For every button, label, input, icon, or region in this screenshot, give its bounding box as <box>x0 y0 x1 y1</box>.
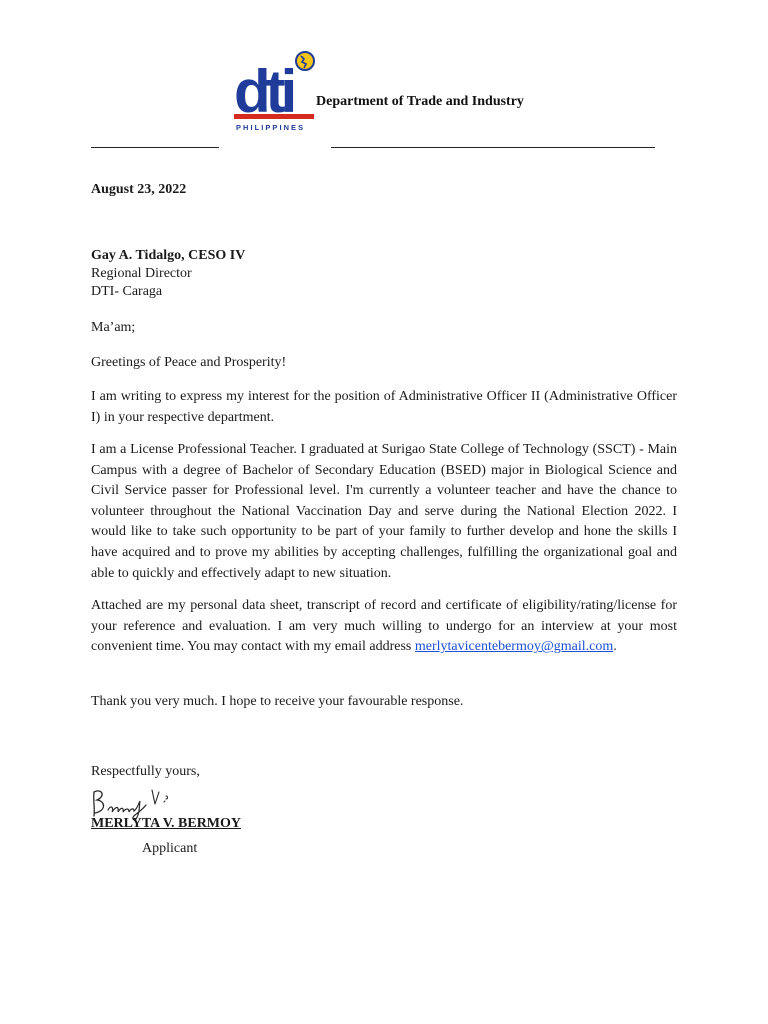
org-name: Department of Trade and Industry <box>316 94 524 109</box>
signer-name: MERLYTA V. BERMOY <box>91 816 242 831</box>
paragraph-attachments <box>91 596 677 658</box>
recipient-office: DTI- Caraga <box>91 284 163 299</box>
signer-title: Applicant <box>142 841 198 856</box>
letterhead-rule-right <box>331 147 655 148</box>
greeting: Greetings of Peace and Prosperity! <box>91 355 287 370</box>
closing-line: Thank you very much. I hope to receive your favourable response. <box>91 694 464 709</box>
recipient-name: Gay A. Tidalgo, CESO IV <box>91 248 246 263</box>
logo-subtext: PHILIPPINES <box>236 123 306 132</box>
valediction: Respectfully yours, <box>91 764 200 779</box>
recipient-title: Regional Director <box>91 266 192 281</box>
letterhead-rule-left <box>91 147 219 148</box>
letter-date: August 23, 2022 <box>91 182 187 197</box>
email-suffix: . <box>613 639 617 655</box>
salutation: Ma’am; <box>91 320 136 335</box>
paragraph-intent: I am writing to express my interest for the position of Administrative Officer II (Administrative Officer I) in your respective department. <box>91 389 677 425</box>
attachments-text: Attached are my personal data sheet, transcript of record and certificate of eligibility/rating/license for your reference and evaluation. I am very much willing to undergo for an interview at your most convenient time. You may contact with my email address <box>91 598 677 655</box>
logo-wordmark: dti <box>234 58 293 125</box>
email-link[interactable]: merlytavicentebermoy@gmail.com <box>414 639 614 655</box>
dti-logo <box>234 48 316 136</box>
paragraph-background: I am a License Professional Teacher. I graduated at Surigao State College of Technology (SSCT) - Main Campus with a degree of Bachelor of Secondary Education (BSED) major in Biological Science and Civil Service passer for Professional level. I'm currently a volunteer teacher and have the chance to volunteer throughout the National Vaccination Day and serve during the National Election 2022. I would like to take such opportunity to be part of your family to further develop and hone the skills I have acquired and to prove my abilities by accepting challenges, fulfilling the organizational goal and able to quickly and effectively adapt to new situation. <box>91 442 677 581</box>
